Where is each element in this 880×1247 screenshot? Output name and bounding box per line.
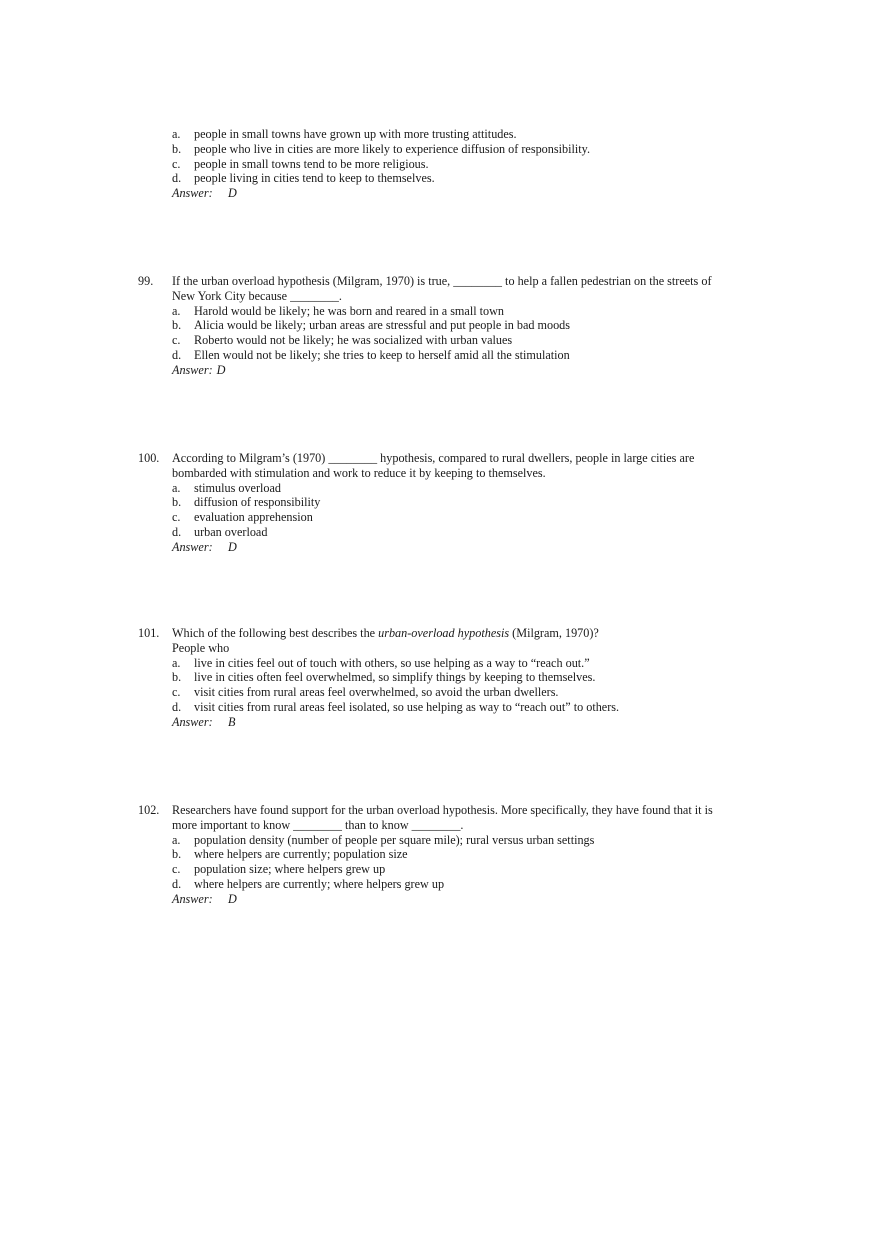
question-101 [138,626,738,730]
answer-line: Answer: D [172,891,237,906]
question-stem-line-2: more important to know ________ than to know ________. [172,817,464,832]
answer-line: Answer: D [172,362,226,377]
option-a: a. Harold would be likely; he was born and reared in a small town [172,303,505,318]
option-d: d. people living in cities tend to keep to themselves. [172,171,435,186]
option-a: a. stimulus overload [172,480,281,495]
question-102 [138,803,738,907]
question-98-continuation [138,127,738,201]
question-stem-line-1: 101. Which of the following best describes the urban-overload hypothesis (Milgram, 1970)? [138,626,599,640]
italic-term: urban-overload hypothesis [378,626,510,640]
option-c: c. population size; where helpers grew up [172,862,386,877]
option-b: b. diffusion of responsibility [172,495,321,510]
question-number: 101. [138,626,160,640]
question-stem-line-1: 100. According to Milgram’s (1970) ________ hypothesis, compared to rural dwellers, people in large cities are [138,451,695,465]
question-number: 99. [138,274,154,288]
question-100 [138,451,738,555]
option-b: b. live in cities often feel overwhelmed, so simplify things by keeping to themselves. [172,670,596,685]
option-a: a. people in small towns have grown up with more trusting attitudes. [172,127,517,141]
question-stem-line-2: People who [172,640,230,655]
option-c: c. people in small towns tend to be more religious. [172,156,429,171]
option-d: d. visit cities from rural areas feel isolated, so use helping as way to “reach out” to others. [172,699,620,714]
option-d: d. Ellen would not be likely; she tries to keep to herself amid all the stimulation [172,347,570,362]
question-number: 102. [138,803,160,817]
answer-line: Answer: D [172,186,237,201]
question-stem-line-1: 102. Researchers have found support for the urban overload hypothesis. More specifically, they have found that it is [138,803,713,817]
question-stem-line-1: 99. If the urban overload hypothesis (Milgram, 1970) is true, ________ to help a fallen pedestrian on the streets of [138,274,712,288]
option-b: b. people who live in cities are more likely to experience diffusion of responsibility. [172,141,590,156]
option-a: a. live in cities feel out of touch with others, so use helping as a way to “reach out.” [172,655,590,670]
option-c: c. Roberto would not be likely; he was socialized with urban values [172,333,513,348]
answer-line: Answer: D [172,539,237,554]
question-stem-line-2: bombarded with stimulation and work to reduce it by keeping to themselves. [172,465,546,480]
option-b: b. Alicia would be likely; urban areas are stressful and put people in bad moods [172,318,571,333]
answer-line: Answer: B [172,714,236,729]
option-a: a. population density (number of people per square mile); rural versus urban settings [172,832,595,847]
question-99 [138,274,738,378]
question-number: 100. [138,451,160,465]
option-b: b. where helpers are currently; population size [172,847,408,862]
option-c: c. visit cities from rural areas feel overwhelmed, so avoid the urban dwellers. [172,685,559,700]
option-d: d. urban overload [172,524,268,539]
option-d: d. where helpers are currently; where helpers grew up [172,876,445,891]
option-c: c. evaluation apprehension [172,510,313,525]
question-stem-line-2: New York City because ________. [172,288,342,303]
